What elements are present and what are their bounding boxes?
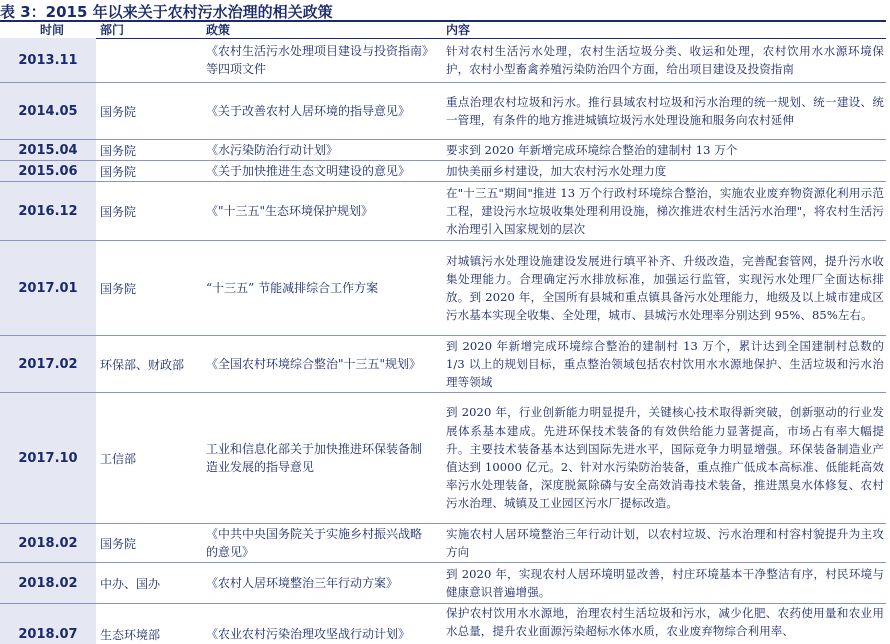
row-dept	[100, 38, 200, 82]
row-policy: 《关于改善农村人居环境的指导意见》	[206, 104, 411, 118]
row-dept: 国务院	[100, 143, 137, 158]
header-time: 时间	[40, 23, 65, 37]
row-time: 2013.11	[0, 38, 96, 82]
row-policy: 《全国农村环境综合整治"十三五"规划》	[206, 357, 422, 371]
row-time: 2018.02	[0, 524, 96, 562]
row-dept: 国务院	[100, 204, 137, 219]
row-dept: 国务院	[100, 281, 137, 296]
row-policy: 《关于加快推进生态文明建设的意见》	[206, 164, 411, 178]
row-content: 对城镇污水处理设施建设发展进行填平补齐、升级改造，完善配套管网，提升污水收集处理能力。合理确定污水排放标准，加强运行监管，实现污水处理厂全面达标排放。到 2020 年，全国所有县城和重点镇具备污水处理能力，地级及以上城市建成区污水基本实现全收集、全处理，城市、县城污水处理率分别达到 95%、85%左右。	[446, 253, 884, 323]
row-content: 要求到 2020 年新增完成环境综合整治的建制村 13 万个	[446, 142, 738, 157]
row-content: 在"十三五"期间"推进 13 万个行政村环境综合整治，实施农业废弃物资源化利用示范工程，建设污水垃圾收集处理利用设施，梯次推进农村生活污水治理"，将农村生活污水治理引入国家规划的层次	[446, 185, 884, 237]
header-dept: 部门	[100, 23, 125, 37]
row-dept: 工信部	[100, 451, 137, 466]
row-content: 针对农村生活污水处理，农村生活垃圾分类、收运和处理，农村饮用水水源环境保护，农村小型畜禽养殖污染防治四个方面，给出项目建设及投资指南	[446, 43, 884, 76]
row-content: 到 2020 年，行业创新能力明显提升，关键核心技术取得新突破，创新驱动的行业发展体系基本建成。先进环保技术装备的有效供给能力显著提高，市场占有率大幅提升。主要技术装备基本达到国际先进水平，国际竞争力明显增强。环保装备制造业产值达到 10000 亿元。2、针对水污染防治装备，重点推广低成本高标准、低能耗高效率污水处理装备，深度脱氮除磷与安全高效消毒技术装备，推进黑臭水体修复、农村污水治理、城镇及工业园区污水厂提标改造。	[446, 405, 884, 511]
row-policy: 工业和信息化部关于加快推进环保装备制造业发展的指导意见	[206, 442, 423, 474]
row-content: 实施农村人居环境整治三年行动计划，以农村垃圾、污水治理和村容村貌提升为主攻方向	[446, 526, 884, 559]
row-content: 重点治理农村垃圾和污水。推行县域农村垃圾和污水治理的统一规划、统一建设、统一管理，有条件的地方推进城镇垃圾污水处理设施和服务向农村延伸	[446, 94, 884, 127]
row-dept: 国务院	[100, 104, 137, 119]
row-dept: 中办、国办	[100, 576, 161, 591]
row-policy: 《农村人居环境整治三年行动方案》	[206, 576, 399, 590]
row-time: 2015.06	[0, 161, 96, 181]
row-dept: 国务院	[100, 536, 137, 551]
row-policy: 《农村生活污水处理项目建设与投资指南》等四项文件	[206, 44, 429, 76]
row-policy: 《农业农村污染治理攻坚战行动计划》	[206, 627, 411, 641]
table-row	[0, 38, 886, 83]
table-row	[0, 182, 886, 241]
row-time: 2017.10	[0, 393, 96, 523]
row-content: 到 2020 年新增完成环境综合整治的建制村 13 万个，累计达到全国建制村总数的 1/3 以上的规划目标，重点整治领域包括农村饮用水水源地保护、生活垃圾和污水治理等领域	[446, 338, 884, 390]
table-header	[0, 22, 886, 39]
row-dept: 生态环境部	[100, 627, 161, 642]
row-content: 保护农村饮用水水源地，治理农村生活垃圾和污水，减少化肥、农药使用量和农业用水总量，提升农业面源污染超标水体水质，农业废弃物综合利用率、	[446, 606, 884, 639]
row-time: 2017.02	[0, 336, 96, 392]
table-row	[0, 241, 886, 336]
table-row	[0, 336, 886, 393]
row-time: 2016.12	[0, 182, 96, 240]
row-policy: 《中共中央国务院关于实施乡村振兴战略的意见》	[206, 527, 423, 559]
table-row	[0, 83, 886, 140]
row-content: 加快美丽乡村建设，加大农村污水处理力度	[446, 163, 667, 178]
row-policy: 《"十三五"生态环境保护规划》	[206, 204, 374, 218]
table-row	[0, 161, 886, 182]
policy-table	[0, 38, 886, 644]
table-row	[0, 524, 886, 563]
row-time: 2018.02	[0, 563, 96, 603]
header-content: 内容	[446, 23, 471, 37]
row-dept: 环保部、财政部	[100, 357, 185, 372]
table-row	[0, 393, 886, 524]
row-time: 2017.01	[0, 241, 96, 335]
table-title: 表 3：2015 年以来关于农村污水治理的相关政策	[0, 3, 333, 21]
row-time: 2018.07	[0, 604, 96, 644]
row-content: 到 2020 年，实现农村人居环境明显改善，村庄环境基本干净整洁有序，村民环境与健康意识普遍增强。	[446, 566, 884, 599]
row-time: 2015.04	[0, 140, 96, 160]
row-policy: “十三五” 节能减排综合工作方案	[206, 281, 379, 295]
table-row	[0, 604, 886, 644]
table-row	[0, 563, 886, 604]
table-row	[0, 140, 886, 161]
row-policy: 《水污染防治行动计划》	[206, 143, 339, 157]
header-policy: 政策	[206, 23, 231, 37]
row-dept: 国务院	[100, 164, 137, 179]
row-time: 2014.05	[0, 83, 96, 139]
